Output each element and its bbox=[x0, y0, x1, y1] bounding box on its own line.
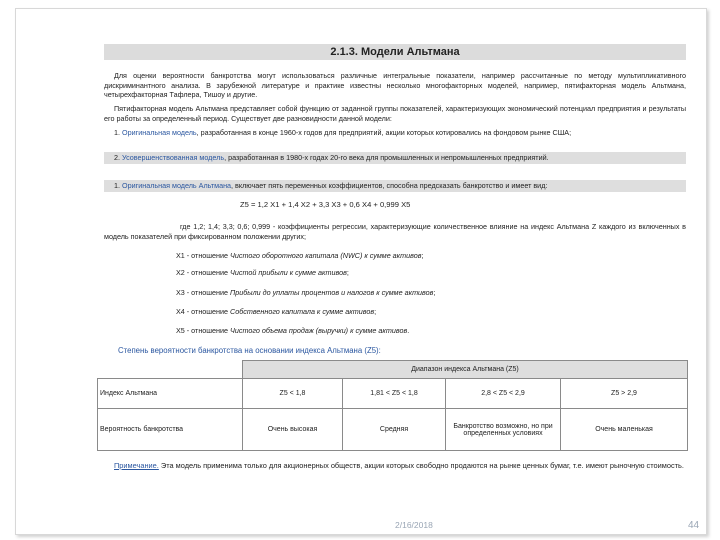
original-model-intro bbox=[104, 181, 686, 191]
item-number: 1. bbox=[114, 181, 120, 190]
range-header: Диапазон индекса Альтмана (Z5) bbox=[243, 361, 688, 379]
table-cell: Средняя bbox=[343, 409, 446, 451]
variable-x4: X4 - отношение Собственного капитала к сумме активов; bbox=[176, 307, 377, 316]
row-label: Индекс Альтмана bbox=[98, 379, 243, 409]
table-heading: Степень вероятности банкротства на основании индекса Альтмана (Z5): bbox=[118, 346, 381, 355]
altman-formula: Z5 = 1,2 X1 + 1,4 X2 + 3,3 X3 + 0,6 X4 + 0,999 X5 bbox=[240, 200, 411, 209]
table-empty-corner bbox=[98, 361, 243, 379]
variable-x3: X3 - отношение Прибыли до уплаты процентов и налогов к сумме активов; bbox=[176, 288, 436, 297]
footer-date: 2/16/2018 bbox=[395, 520, 433, 530]
table-cell: Очень маленькая bbox=[561, 409, 688, 451]
table-cell: 2,8 < Z5 < 2,9 bbox=[446, 379, 561, 409]
table-cell: Банкротство возможно, но при определенных условиях bbox=[446, 409, 561, 451]
table-cell: Z5 > 2,9 bbox=[561, 379, 688, 409]
table-header-row bbox=[98, 361, 688, 379]
variable-x5: X5 - отношение Чистого объема продаж (выручки) к сумме активов. bbox=[176, 326, 410, 335]
item-number: 2. bbox=[114, 153, 120, 162]
model-item-original bbox=[104, 128, 686, 138]
model-item-improved bbox=[104, 153, 686, 163]
table-cell: Z5 < 1,8 bbox=[243, 379, 343, 409]
table-cell: 1,81 < Z5 < 1,8 bbox=[343, 379, 446, 409]
intro-paragraph-2: Пятифакторная модель Альтмана представляет собой функцию от заданной группы показателей, характеризующих экономический потенциал предприятия и результаты его работы за определенный период. Существует две разновидности данной модели: bbox=[104, 104, 686, 123]
item-name: Усовершенствованная модель bbox=[122, 153, 225, 162]
table-row bbox=[98, 379, 688, 409]
item-name: Оригинальная модель bbox=[122, 128, 197, 137]
table-cell: Очень высокая bbox=[243, 409, 343, 451]
table-row bbox=[98, 409, 688, 451]
note-text: Эта модель применима только для акционерных обществ, акции которых свободно продаются на рынке ценных бумаг, т.е. имеют рыночную стоимость. bbox=[158, 461, 684, 470]
note-label: Примечание. bbox=[114, 461, 159, 470]
coefficients-explanation: где 1,2; 1,4; 3,3; 0,6; 0,999 - коэффициенты регрессии, характеризующие количественное влияние на индекс Альтмана Z каждого из включенных в модель показателей при фиксированном положении других; bbox=[104, 222, 686, 241]
item-text: , разработанная в 1980-х годах 20-го века для промышленных и непромышленных предприятий. bbox=[224, 153, 549, 162]
intro-paragraph-1: Для оценки вероятности банкротства могут использоваться различные интегральные показатели, например рассчитанные по методу мультипликативного дискриминантного анализа. В зарубежной литературе и практике известны несколько многофакторных моделей, например, пятифакторная модель Альтмана, четырехфакторная Тафлера, Тишоу и другие. bbox=[104, 71, 686, 100]
altman-index-table bbox=[97, 360, 688, 451]
item-text: , разработанная в конце 1960-х годов для предприятий, акции которых котировались на фондовом рынке США; bbox=[196, 128, 572, 137]
variable-x2: X2 - отношение Чистой прибыли к сумме активов; bbox=[176, 268, 349, 277]
variable-x1: X1 - отношение Чистого оборотного капитала (NWC) к сумме активов; bbox=[176, 251, 424, 260]
item-number: 1. bbox=[114, 128, 120, 137]
item-name: Оригинальная модель Альтмана bbox=[122, 181, 232, 190]
footer-page-number: 44 bbox=[688, 520, 700, 531]
row-label: Вероятность банкротства bbox=[98, 409, 243, 451]
slide-title: 2.1.3. Модели Альтмана bbox=[104, 44, 686, 60]
note-paragraph bbox=[104, 461, 686, 471]
item-text: , включает пять переменных коэффициентов, способна предсказать банкротство и имеет вид: bbox=[231, 181, 548, 190]
